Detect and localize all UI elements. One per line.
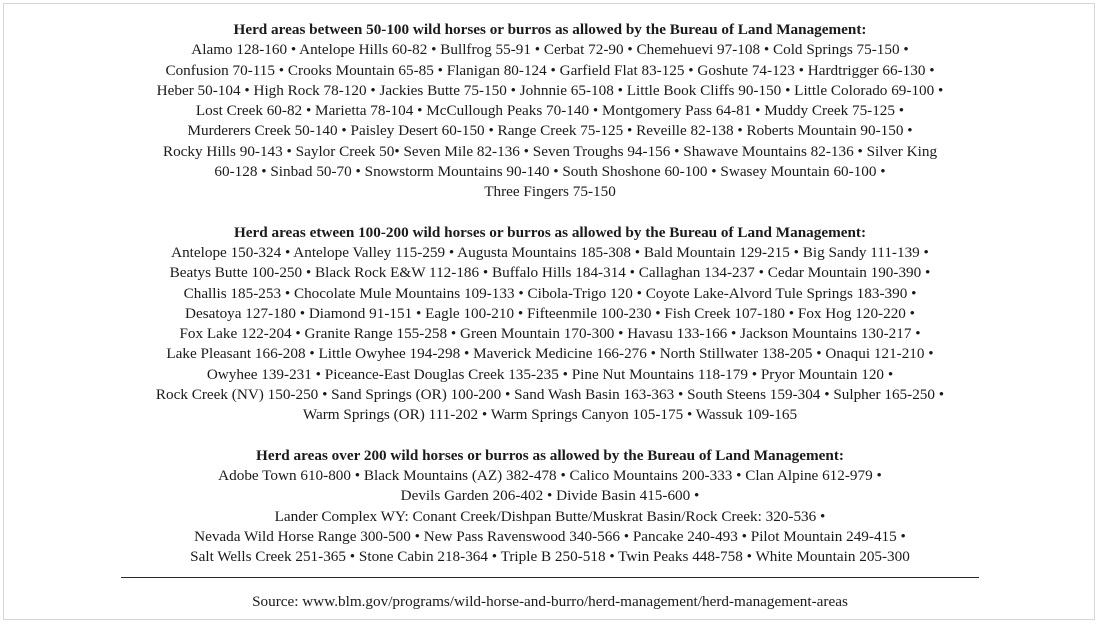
herd-list-line: Owyhee 139-231 • Piceance-East Douglas Creek 135-235 • Pine Nut Mountains 118-179 • Pryor Mountain 120 • <box>206 365 894 383</box>
herd-list-line: Lake Pleasant 166-208 • Little Owyhee 194-298 • Maverick Medicine 166-276 • North Stillwater 138-205 • Onaqui 121-210 • <box>166 345 934 363</box>
herd-list-line: Challis 185-253 • Chocolate Mule Mountains 109-133 • Cibola-Trigo 120 • Coyote Lake-Alvord Tule Springs 183-390 • <box>183 284 917 302</box>
herd-list-line: Alamo 128-160 • Antelope Hills 60-82 • Bullfrog 55-91 • Cerbat 72-90 • Chemehuevi 97-108 • Cold Springs 75-150 • <box>191 41 909 59</box>
herd-list-line: Three Fingers 75-150 <box>484 183 616 201</box>
herd-list-line: Devils Garden 206-402 • Divide Basin 415-600 • <box>400 487 700 505</box>
source-citation: Source: www.blm.gov/programs/wild-horse-and-burro/herd-management/herd-management-areas <box>252 593 848 610</box>
herd-list-line: Salt Wells Creek 251-365 • Stone Cabin 218-364 • Triple B 250-518 • Twin Peaks 448-758 • White Mountain 205-300 <box>190 548 910 566</box>
section-heading: Herd areas between 50-100 wild horses or burros as allowed by the Bureau of Land Management: <box>233 21 867 38</box>
herd-areas-document <box>0 20 1100 567</box>
section-over-200 <box>0 446 1100 568</box>
section-heading: Herd areas etween 100-200 wild horses or burros as allowed by the Bureau of Land Management: <box>233 223 867 241</box>
herd-list-line: Confusion 70-115 • Crooks Mountain 65-85 • Flanigan 80-124 • Garfield Flat 83-125 • Goshute 74-123 • Hardtrigger 66-130 • <box>165 61 935 79</box>
divider-rule <box>121 577 979 578</box>
herd-list-line: Fox Lake 122-204 • Granite Range 155-258 • Green Mountain 170-300 • Havasu 133-166 • Jackson Mountains 130-217 • <box>179 325 921 343</box>
herd-list-line: Rock Creek (NV) 150-250 • Sand Springs (OR) 100-200 • Sand Wash Basin 163-363 • South Steens 159-304 • Sulpher 165-250 • <box>155 386 945 404</box>
herd-list-line: Heber 50-104 • High Rock 78-120 • Jackies Butte 75-150 • Johnnie 65-108 • Little Book Cliffs 90-150 • Little Colorado 69-100 • <box>156 81 944 99</box>
section-heading: Herd areas over 200 wild horses or burros as allowed by the Bureau of Land Management: <box>256 446 844 464</box>
herd-list-line: Warm Springs (OR) 111-202 • Warm Springs Canyon 105-175 • Wassuk 109-165 <box>302 406 798 424</box>
section-50-100 <box>0 20 1100 203</box>
herd-list-line: Murderers Creek 50-140 • Paisley Desert 60-150 • Range Creek 75-125 • Reveille 82-138 • Roberts Mountain 90-150 • <box>187 122 913 140</box>
herd-list-line: Antelope 150-324 • Antelope Valley 115-259 • Augusta Mountains 185-308 • Bald Mountain 129-215 • Big Sandy 111-139 • <box>171 243 929 261</box>
herd-list-line: Beatys Butte 100-250 • Black Rock E&W 112-186 • Buffalo Hills 184-314 • Callaghan 134-237 • Cedar Mountain 190-390 • <box>169 264 931 282</box>
herd-list-line: Lander Complex WY: Conant Creek/Dishpan Butte/Muskrat Basin/Rock Creek: 320-536 • <box>274 507 826 525</box>
herd-list-line: Desatoya 127-180 • Diamond 91-151 • Eagle 100-210 • Fifteenmile 100-230 • Fish Creek 107-180 • Fox Hog 120-220 • <box>184 304 915 322</box>
herd-list-line: 60-128 • Sinbad 50-70 • Snowstorm Mountains 90-140 • South Shoshone 60-100 • Swasey Mountain 60-100 • <box>214 163 886 181</box>
section-100-200 <box>0 223 1100 426</box>
herd-list-line: Adobe Town 610-800 • Black Mountains (AZ) 382-478 • Calico Mountains 200-333 • Clan Alpine 612-979 • <box>218 466 882 484</box>
herd-list-line: Nevada Wild Horse Range 300-500 • New Pass Ravenswood 340-566 • Pancake 240-493 • Pilot Mountain 249-415 • <box>194 527 906 545</box>
herd-list-line: Lost Creek 60-82 • Marietta 78-104 • McCullough Peaks 70-140 • Montgomery Pass 64-81 • Muddy Creek 75-125 • <box>195 102 905 120</box>
herd-list-line: Rocky Hills 90-143 • Saylor Creek 50• Seven Mile 82-136 • Seven Troughs 94-156 • Shawave Mountains 82-136 • Silver King <box>162 142 938 160</box>
